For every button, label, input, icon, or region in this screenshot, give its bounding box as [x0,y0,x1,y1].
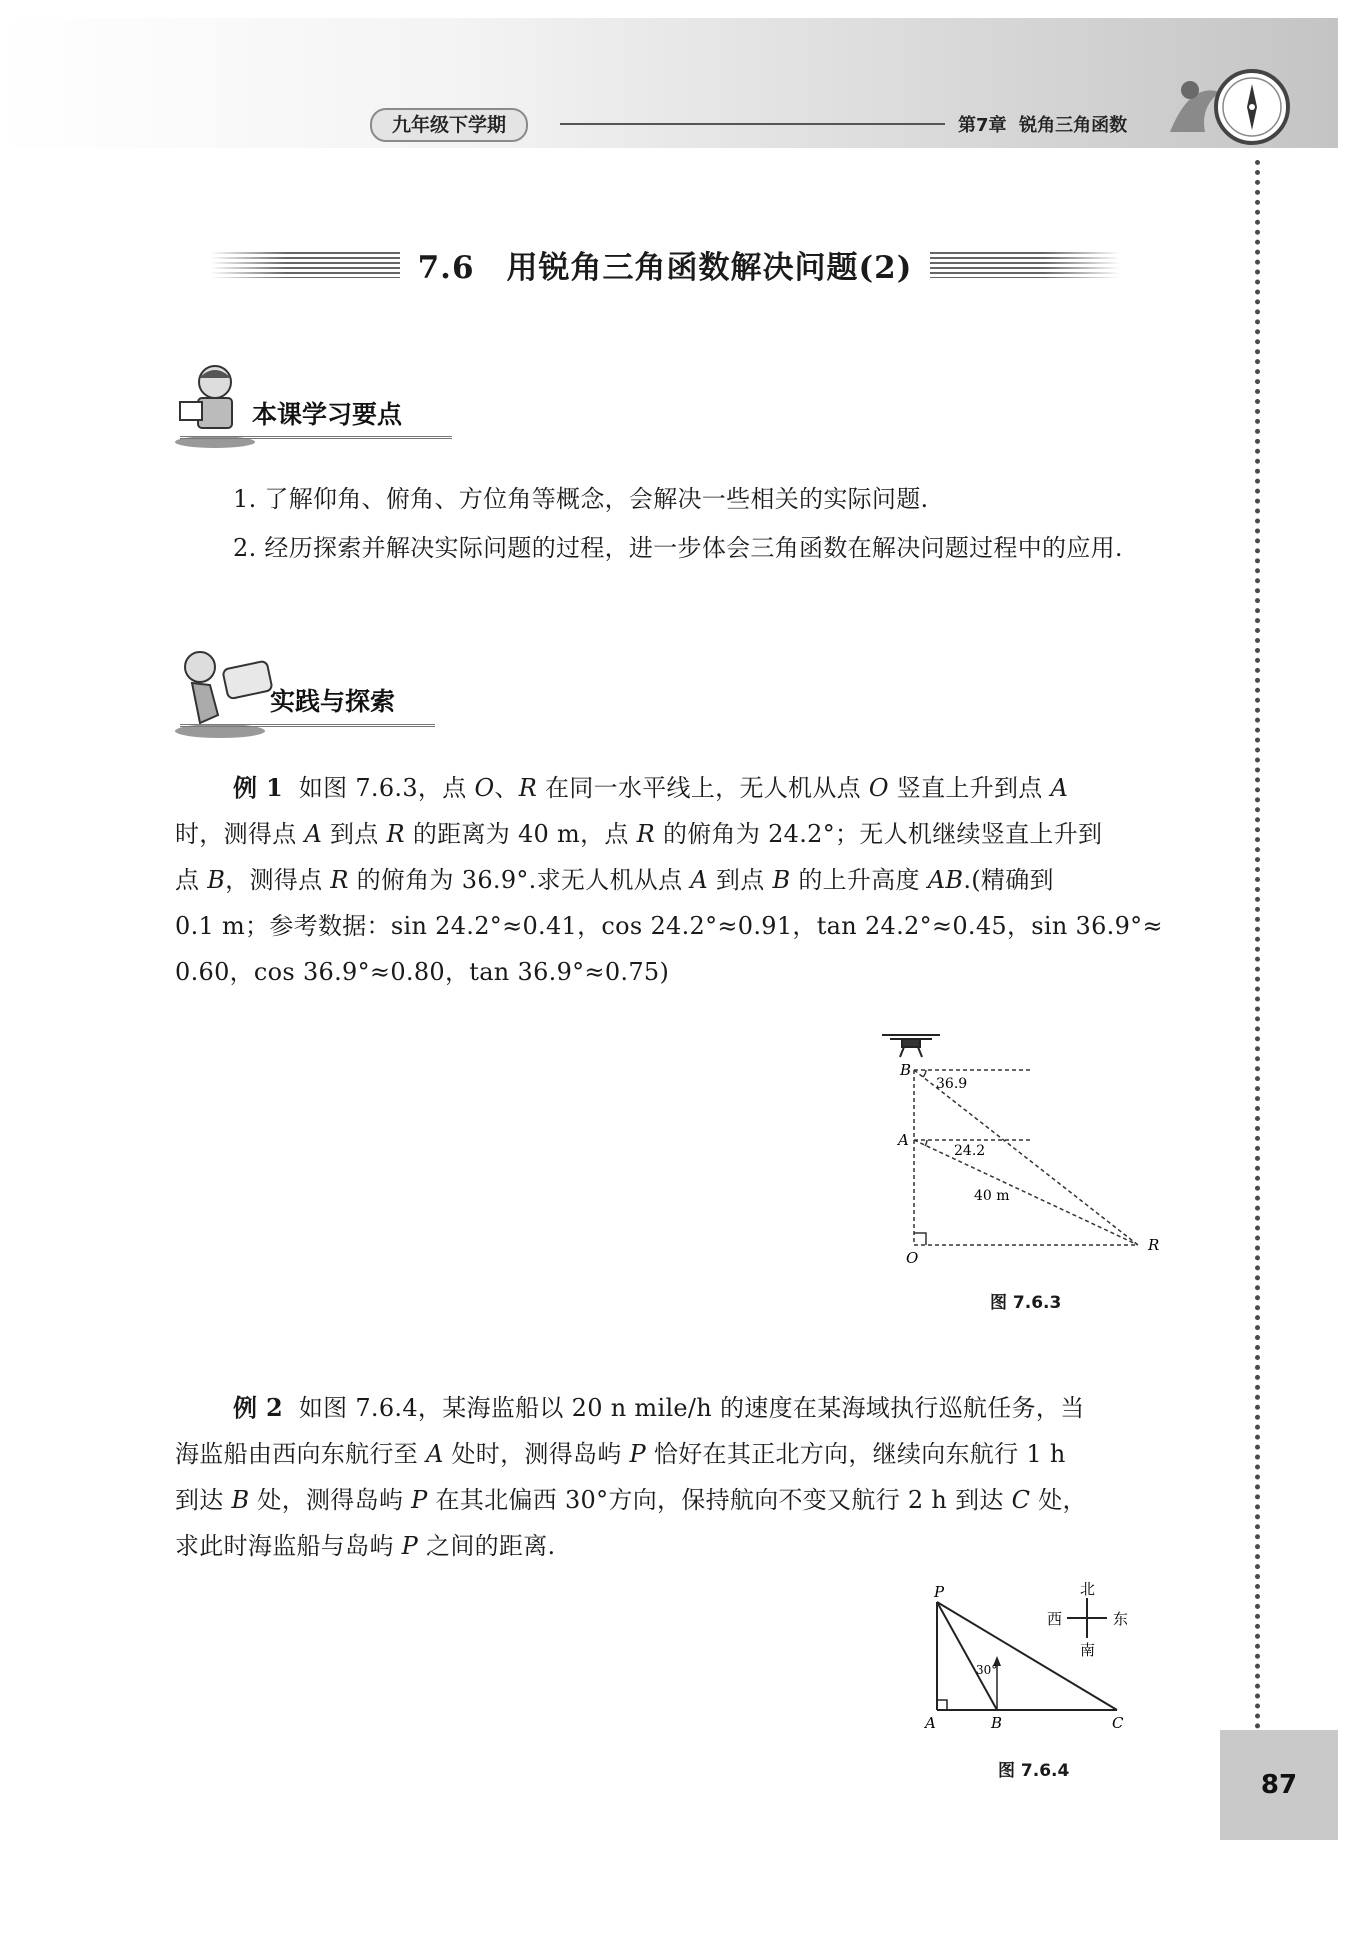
compass-south: 南 [1080,1641,1096,1659]
fig2-label-p: P [934,1583,945,1601]
direction-compass [1047,1580,1128,1659]
chapter-number: 第7章 [958,115,1007,136]
fig1-angle-b: 36.9 [936,1076,968,1092]
key-points-badge: 本课学习要点 [252,400,403,429]
key-point-1: 1. 了解仰角、俯角、方位角等概念，会解决一些相关的实际问题. [233,485,929,513]
fig1-angle-a: 24.2 [954,1143,986,1159]
fig1-label-r: R [1148,1236,1160,1254]
figure-7-6-3 [870,1025,1180,1275]
key-point-2: 2. 经历探索并解决实际问题的过程，进一步体会三角函数在解决问题过程中的应用. [233,534,1123,562]
header-rule [560,123,945,125]
figure-7-6-4 [915,1580,1145,1735]
fig1-label-a: A [898,1131,909,1149]
example-1-text: 例 1 如图 7.6.3，点 O、R 在同一水平线上，无人机从点 O 竖直上升到点 A 时，测得点 A 到点 R 的距离为 40 m，点 R 的俯角为 24.2°；无人机继续竖直上升到 点 B，测得点 R 的俯角为 36.9°.求无人机从点 A 到点 B 的上升高度 AB.(精确到 0.1 m；参考数据：sin 24.2°≈0.41，cos 24.2°≈0.91，tan 24.2°≈0.45，sin 36.9°≈ 0.60，cos 36.9°≈0.80，tan 36.9°≈0.75) [175,773,1163,986]
chapter-title: 锐角三角函数 [1019,115,1128,136]
title-decor-right [930,252,1120,278]
figure-7-6-4-caption: 图 7.6.4 [998,1761,1070,1781]
compass-runner-icon [1160,62,1300,152]
title-decor-left [210,252,400,278]
fig2-angle: 30° [976,1663,998,1677]
figure-7-6-3-caption: 图 7.6.3 [990,1293,1062,1313]
header-band [0,18,1338,148]
example-2-text: 例 2 如图 7.6.4，某海监船以 20 n mile/h 的速度在某海域执行巡航任务，当 海监船由西向东航行至 A 处时，测得岛屿 P 恰好在其正北方向，继续向东航行 1 h 到达 B 处，测得岛屿 P 在其北偏西 30°方向，保持航向不变又航行 2 h 到达 C 处， 求此时海监船与岛屿 P 之间的距离. [175,1393,1087,1560]
chapter-label [958,111,1127,137]
section-title: 7.6 用锐角三角函数解决问题(2) [417,250,913,286]
fig1-label-b: B [900,1061,912,1079]
practice-badge: 实践与探索 [270,687,396,716]
practice-rule [180,724,435,727]
fig1-label-o: O [906,1249,919,1267]
section-title-block [210,240,1120,290]
example-1-label: 例 1 [233,773,283,802]
fig2-label-b: B [991,1714,1003,1732]
page-number: 87 [1220,1730,1338,1840]
fig2-label-c: C [1112,1714,1124,1732]
compass-north: 北 [1080,1580,1096,1598]
drone-icon [882,1035,940,1057]
compass-west: 西 [1047,1610,1063,1628]
compass-east: 东 [1113,1610,1129,1628]
margin-dotted-line [1255,160,1260,1730]
fig2-label-a: A [925,1714,936,1732]
example-2-label: 例 2 [233,1393,283,1422]
grade-label: 九年级下学期 [370,108,528,142]
fig1-distance: 40 m [974,1188,1010,1204]
key-points-rule [180,436,452,439]
